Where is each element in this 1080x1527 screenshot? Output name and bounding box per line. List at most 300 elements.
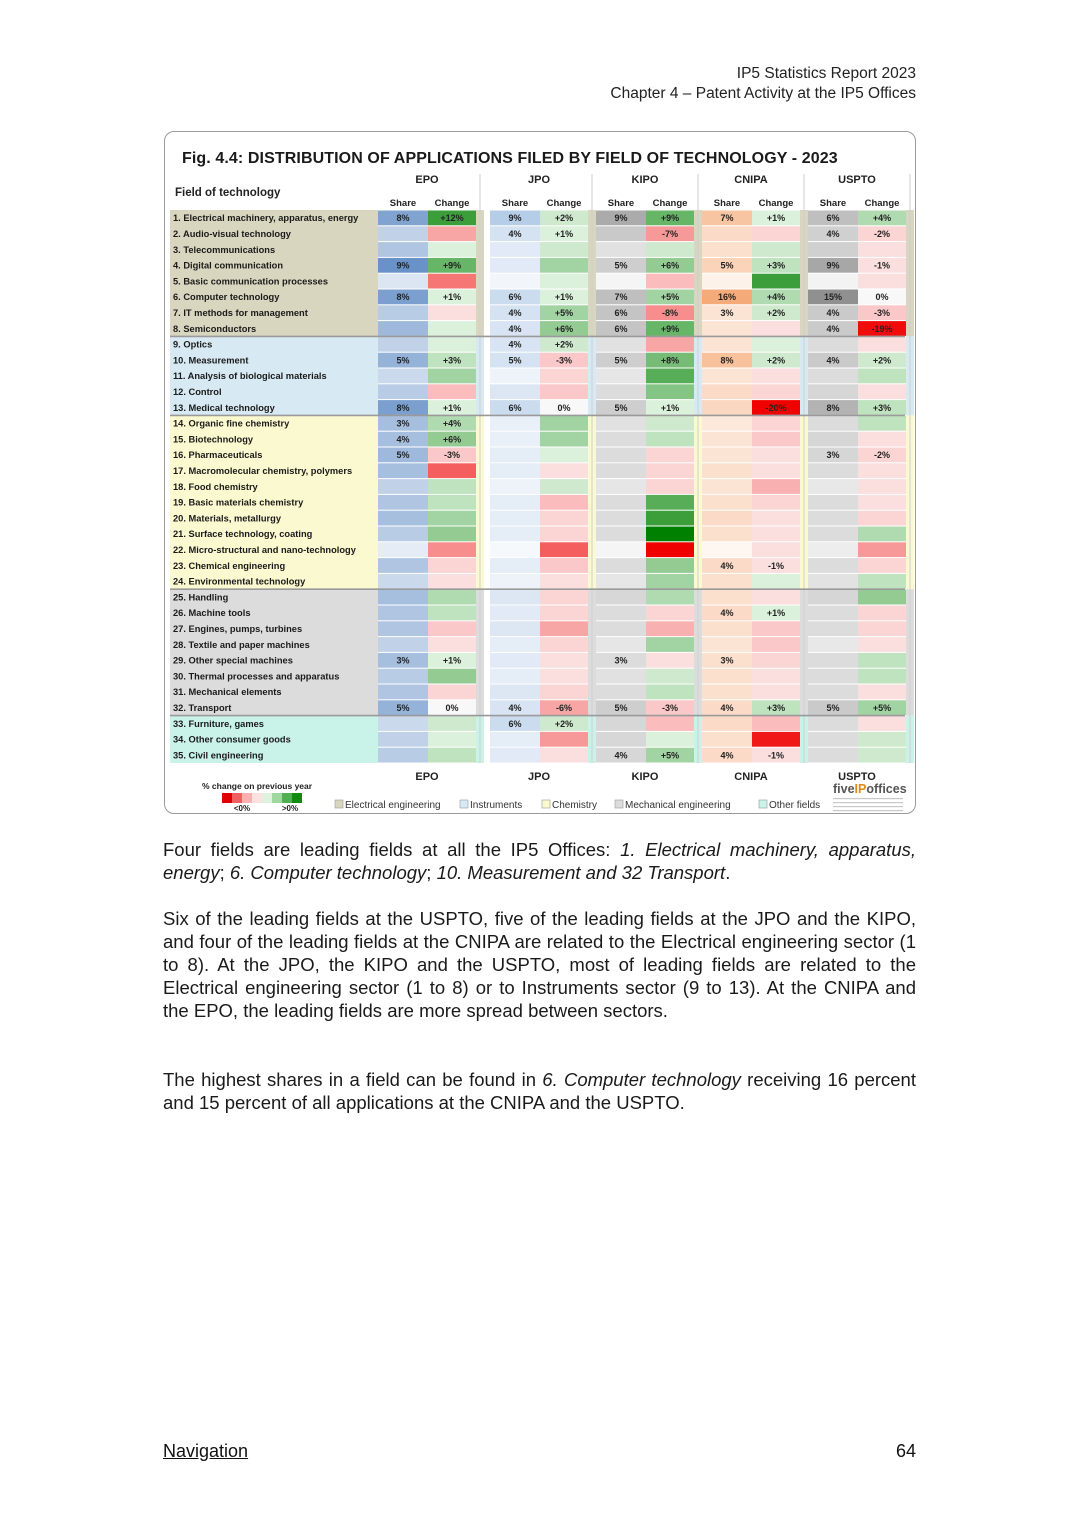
change-cell-uspto [858,416,906,431]
share-cell-epo [378,226,428,241]
legend-swatch [252,793,262,803]
report-title: IP5 Statistics Report 2023 [736,65,916,82]
header-share-cnipa: Share [713,198,741,209]
share-value-cnipa: 4% [720,703,734,713]
paragraph-2 [163,907,916,1022]
navigation-link[interactable]: Navigation [163,1441,249,1461]
share-cell-jpo [490,606,540,621]
field-name: 16. Pharmaceuticals [173,450,263,461]
change-cell-kipo [646,685,694,700]
field-name: 29. Other special machines [173,655,293,666]
change-cell-uspto [858,479,906,494]
footer-office-epo: EPO [415,771,439,783]
change-cell-kipo [646,558,694,573]
share-cell-kipo [596,685,646,700]
share-cell-epo [378,574,428,589]
change-cell-cnipa [752,511,800,526]
change-cell-epo [428,479,476,494]
change-cell-cnipa [752,716,800,731]
share-cell-kipo [596,527,646,542]
field-name: 28. Textile and paper machines [173,639,310,650]
share-cell-kipo [596,416,646,431]
share-value-epo: 3% [396,655,410,666]
change-value-epo: +12% [440,213,464,224]
p1-field-10-32: 10. Measurement and 32 Transport [436,862,726,883]
change-cell-kipo [646,621,694,636]
header-share-kipo: Share [607,198,635,209]
change-cell-jpo [540,590,588,605]
share-value-uspto: 4% [826,355,840,366]
change-value-kipo: +9% [660,213,680,224]
sector-legend-label: Instruments [470,800,523,811]
share-value-epo: 3% [396,418,410,429]
legend-swatch [262,793,272,803]
field-name: 14. Organic fine chemistry [173,418,290,429]
change-value-jpo: 0% [557,402,571,413]
sector-legend-label: Chemistry [552,800,598,811]
logo-fineprint [833,810,903,811]
change-value-jpo: +1% [554,292,574,303]
share-cell-kipo [596,716,646,731]
sector-legend-swatch [542,800,550,808]
share-cell-kipo [596,574,646,589]
share-value-cnipa: 8% [720,355,734,366]
change-cell-kipo [646,242,694,257]
share-cell-jpo [490,590,540,605]
change-value-jpo: -6% [555,703,573,713]
share-cell-jpo [490,511,540,526]
change-cell-jpo [540,748,588,763]
change-cell-epo [428,732,476,747]
share-cell-cnipa [702,416,752,431]
change-value-uspto: -3% [873,308,891,318]
share-value-cnipa: 4% [720,560,734,571]
legend-swatch [292,793,302,803]
sector-legend-label: Other fields [769,800,821,811]
legend-swatch [222,793,232,803]
share-cell-epo [378,274,428,289]
change-cell-kipo [646,432,694,447]
logo-fineprint [833,798,903,799]
share-value-cnipa: 5% [720,260,734,271]
share-cell-kipo [596,242,646,257]
share-cell-uspto [808,527,858,542]
field-name: 3. Telecommunications [173,244,276,255]
field-name: 34. Other consumer goods [173,734,291,745]
share-cell-jpo [490,479,540,494]
change-cell-uspto [858,685,906,700]
change-cell-kipo [646,448,694,463]
share-cell-jpo [490,574,540,589]
change-value-uspto: -19% [871,323,893,334]
share-cell-kipo [596,637,646,652]
p1-field-1: 1. Electrical machinery, apparatus, energy [163,839,916,883]
share-cell-jpo [490,669,540,684]
share-value-kipo: 5% [614,703,628,713]
field-name: 18. Food chemistry [173,481,258,492]
change-cell-epo [428,321,476,336]
share-cell-cnipa [702,321,752,336]
change-cell-uspto [858,558,906,573]
change-cell-kipo [646,590,694,605]
change-cell-kipo [646,669,694,684]
change-cell-epo [428,274,476,289]
share-cell-jpo [490,448,540,463]
share-cell-uspto [808,574,858,589]
share-cell-epo [378,527,428,542]
share-cell-uspto [808,369,858,384]
share-cell-cnipa [702,527,752,542]
share-value-uspto: 9% [826,260,840,271]
share-cell-kipo [596,432,646,447]
change-cell-epo [428,558,476,573]
change-value-kipo: +8% [660,355,680,366]
share-value-cnipa: 4% [720,750,734,761]
change-cell-uspto [858,637,906,652]
share-cell-cnipa [702,542,752,557]
field-name: 32. Transport [173,703,232,713]
change-value-uspto: -1% [873,260,891,271]
p1-sep-2: ; [426,862,437,883]
page-header [610,64,916,104]
change-value-jpo: +1% [554,229,574,239]
paragraph-3 [163,1068,916,1114]
change-cell-kipo [646,479,694,494]
share-cell-kipo [596,495,646,510]
share-cell-cnipa [702,574,752,589]
change-cell-cnipa [752,653,800,668]
change-cell-kipo [646,653,694,668]
change-cell-kipo [646,527,694,542]
share-cell-kipo [596,463,646,478]
share-cell-uspto [808,384,858,399]
share-cell-uspto [808,590,858,605]
share-cell-uspto [808,542,858,557]
change-cell-jpo [540,495,588,510]
change-cell-cnipa [752,432,800,447]
share-cell-cnipa [702,732,752,747]
share-cell-uspto [808,479,858,494]
share-cell-cnipa [702,511,752,526]
change-cell-uspto [858,369,906,384]
share-cell-jpo [490,495,540,510]
change-value-epo: +6% [442,434,462,445]
share-cell-epo [378,637,428,652]
change-cell-jpo [540,369,588,384]
change-cell-epo [428,621,476,636]
share-cell-kipo [596,448,646,463]
change-value-cnipa: -1% [767,750,785,761]
p3-field-6: 6. Computer technology [542,1069,741,1090]
change-cell-kipo [646,416,694,431]
share-cell-cnipa [702,400,752,415]
share-value-cnipa: 3% [720,655,734,666]
change-cell-uspto [858,574,906,589]
change-cell-uspto [858,542,906,557]
share-cell-kipo [596,558,646,573]
change-value-epo: 0% [445,703,459,713]
share-value-uspto: 4% [826,308,840,318]
field-name: 22. Micro-structural and nano-technology [173,545,356,555]
field-name: 9. Optics [173,339,213,350]
change-value-uspto: -2% [873,229,891,239]
share-cell-cnipa [702,463,752,478]
p2-text: Six of the leading fields at the USPTO, five of the leading fields at the JPO and the KIPO, and four of the leading fields at the CNIPA are related to the Electrical engineering sector (1 to 8). At the JPO, the KIPO and the USPTO, most of leading fields are related to the Electrical engineering sector (1 to 8) or to Instruments sector (9 to 13). At the CNIPA and the EPO, the leading fields are more spread between sectors. [163,908,916,1021]
field-name: 2. Audio-visual technology [173,229,291,239]
share-cell-kipo [596,511,646,526]
share-value-uspto: 4% [826,229,840,239]
paragraph-1 [163,838,916,884]
field-name: 1. Electrical machinery, apparatus, energy [173,213,359,224]
change-cell-cnipa [752,226,800,241]
change-value-kipo: +6% [660,260,680,271]
share-cell-epo [378,511,428,526]
field-name: 6. Computer technology [173,292,280,303]
share-cell-kipo [596,226,646,241]
change-value-kipo: -7% [661,229,679,239]
share-value-jpo: 9% [508,213,522,224]
field-name: 8. Semiconductors [173,323,257,334]
share-cell-kipo [596,606,646,621]
change-cell-epo [428,637,476,652]
share-cell-epo [378,542,428,557]
share-cell-epo [378,669,428,684]
share-value-kipo: 3% [614,655,628,666]
p3-text: The highest shares in a field can be found in [163,1069,543,1090]
change-cell-uspto [858,242,906,257]
change-cell-jpo [540,258,588,273]
change-value-cnipa: -1% [767,560,785,571]
share-cell-uspto [808,463,858,478]
change-cell-kipo [646,511,694,526]
share-value-jpo: 4% [508,308,522,318]
header-change-jpo: Change [546,198,582,209]
change-cell-epo [428,226,476,241]
change-cell-uspto [858,606,906,621]
share-cell-uspto [808,685,858,700]
share-cell-cnipa [702,226,752,241]
share-cell-epo [378,495,428,510]
change-cell-cnipa [752,242,800,257]
change-value-uspto: 0% [875,292,889,303]
share-cell-epo [378,621,428,636]
share-value-uspto: 4% [826,323,840,334]
share-cell-kipo [596,621,646,636]
change-value-cnipa: +1% [766,213,786,224]
change-cell-jpo [540,416,588,431]
sector-legend-swatch [615,800,623,808]
change-cell-epo [428,606,476,621]
share-cell-jpo [490,748,540,763]
share-value-jpo: 6% [508,718,522,729]
legend-negative: <0% [233,804,251,813]
change-value-cnipa: -20% [765,402,787,413]
share-value-epo: 5% [396,355,410,366]
change-cell-kipo [646,463,694,478]
share-cell-jpo [490,274,540,289]
share-cell-epo [378,685,428,700]
header-share-uspto: Share [819,198,847,209]
p1-sep-1: ; [219,862,230,883]
p3-end: receiving 16 percent and 15 percent of all applications at the CNIPA and the USPTO. [163,1069,916,1113]
change-value-kipo: -3% [661,703,679,713]
field-name: 26. Machine tools [173,608,251,619]
change-value-uspto: +4% [872,213,892,224]
change-cell-uspto [858,432,906,447]
share-cell-cnipa [702,495,752,510]
change-cell-jpo [540,542,588,557]
change-cell-kipo [646,732,694,747]
share-cell-cnipa [702,669,752,684]
header-office-epo: EPO [415,174,439,186]
field-name: 24. Environmental technology [173,576,306,587]
share-value-uspto: 6% [826,213,840,224]
footer-office-jpo: JPO [527,771,551,783]
share-cell-epo [378,606,428,621]
change-value-jpo: +2% [554,339,574,350]
change-cell-uspto [858,384,906,399]
change-cell-uspto [858,621,906,636]
change-cell-jpo [540,653,588,668]
sector-legend-swatch [460,800,468,808]
share-value-jpo: 4% [508,339,522,350]
change-value-kipo: +5% [660,750,680,761]
field-name: 31. Mechanical elements [173,687,282,698]
change-value-uspto: -2% [873,450,891,461]
legend-positive: >0% [281,804,299,813]
change-cell-jpo [540,242,588,257]
share-cell-jpo [490,527,540,542]
share-value-epo: 8% [396,213,410,224]
change-cell-jpo [540,479,588,494]
share-value-cnipa: 7% [720,213,734,224]
change-value-cnipa: +3% [766,260,786,271]
change-cell-uspto [858,590,906,605]
technology-table [165,132,915,813]
change-value-kipo: -8% [661,308,679,318]
field-name: 5. Basic communication processes [173,276,329,287]
field-name: 30. Thermal processes and apparatus [173,671,340,682]
legend-swatch [272,793,282,803]
chapter-title: Chapter 4 – Patent Activity at the IP5 Offices [610,85,916,102]
change-cell-cnipa [752,337,800,352]
share-value-kipo: 5% [614,355,628,366]
field-name: 33. Furniture, games [173,718,264,729]
change-cell-jpo [540,574,588,589]
field-name: 13. Medical technology [173,402,275,413]
change-cell-epo [428,590,476,605]
share-cell-uspto [808,732,858,747]
change-value-cnipa: +2% [766,308,786,318]
change-value-jpo: +6% [554,323,574,334]
header-share-jpo: Share [501,198,529,209]
share-value-kipo: 6% [614,323,628,334]
share-value-uspto: 15% [823,292,843,303]
change-cell-cnipa [752,637,800,652]
share-cell-uspto [808,432,858,447]
change-cell-epo [428,305,476,320]
share-cell-jpo [490,653,540,668]
change-cell-jpo [540,511,588,526]
share-value-jpo: 6% [508,402,522,413]
share-value-cnipa: 16% [717,292,737,303]
change-cell-kipo [646,606,694,621]
share-cell-uspto [808,653,858,668]
change-cell-uspto [858,732,906,747]
share-cell-epo [378,558,428,573]
share-value-kipo: 5% [614,402,628,413]
change-cell-cnipa [752,384,800,399]
change-cell-epo [428,669,476,684]
page-number: 64 [895,1441,916,1461]
field-header: Field of technology [175,187,281,199]
change-cell-uspto [858,653,906,668]
share-cell-kipo [596,274,646,289]
change-cell-kipo [646,637,694,652]
share-cell-cnipa [702,716,752,731]
change-cell-epo [428,495,476,510]
p1-field-6: 6. Computer technology [229,862,427,883]
change-cell-cnipa [752,495,800,510]
change-cell-cnipa [752,527,800,542]
p1-text: Four fields are leading fields at all the IP5 Offices: [163,839,621,860]
header-change-cnipa: Change [758,198,794,209]
share-cell-cnipa [702,685,752,700]
change-cell-epo [428,511,476,526]
field-name: 35. Civil engineering [173,750,264,761]
share-cell-uspto [808,606,858,621]
change-cell-epo [428,527,476,542]
share-value-jpo: 4% [508,703,522,713]
change-cell-epo [428,685,476,700]
share-cell-uspto [808,274,858,289]
logo-fineprint [833,806,903,807]
share-cell-jpo [490,558,540,573]
field-name: 12. Control [173,387,222,397]
sector-legend-label: Electrical engineering [345,800,441,811]
share-cell-epo [378,463,428,478]
share-cell-epo [378,479,428,494]
share-cell-uspto [808,558,858,573]
share-value-uspto: 8% [826,402,840,413]
change-value-epo: +1% [442,292,462,303]
change-value-uspto: +3% [872,402,892,413]
share-cell-cnipa [702,369,752,384]
share-cell-kipo [596,369,646,384]
figure-panel [164,131,916,814]
share-cell-epo [378,716,428,731]
change-value-cnipa: +4% [766,292,786,303]
share-value-kipo: 4% [614,750,628,761]
share-value-epo: 8% [396,402,410,413]
field-name: 4. Digital communication [173,260,284,271]
share-value-kipo: 5% [614,260,628,271]
field-name: 15. Biotechnology [173,434,254,445]
legend-swatch [242,793,252,803]
share-cell-uspto [808,716,858,731]
header-office-jpo: JPO [527,174,551,186]
share-cell-jpo [490,369,540,384]
change-cell-cnipa [752,448,800,463]
share-cell-epo [378,748,428,763]
share-cell-uspto [808,416,858,431]
share-value-kipo: 9% [614,213,628,224]
share-cell-kipo [596,479,646,494]
field-name: 20. Materials, metallurgy [173,513,281,524]
change-cell-jpo [540,685,588,700]
change-cell-kipo [646,495,694,510]
legend-caption: % change on previous year [202,781,313,791]
